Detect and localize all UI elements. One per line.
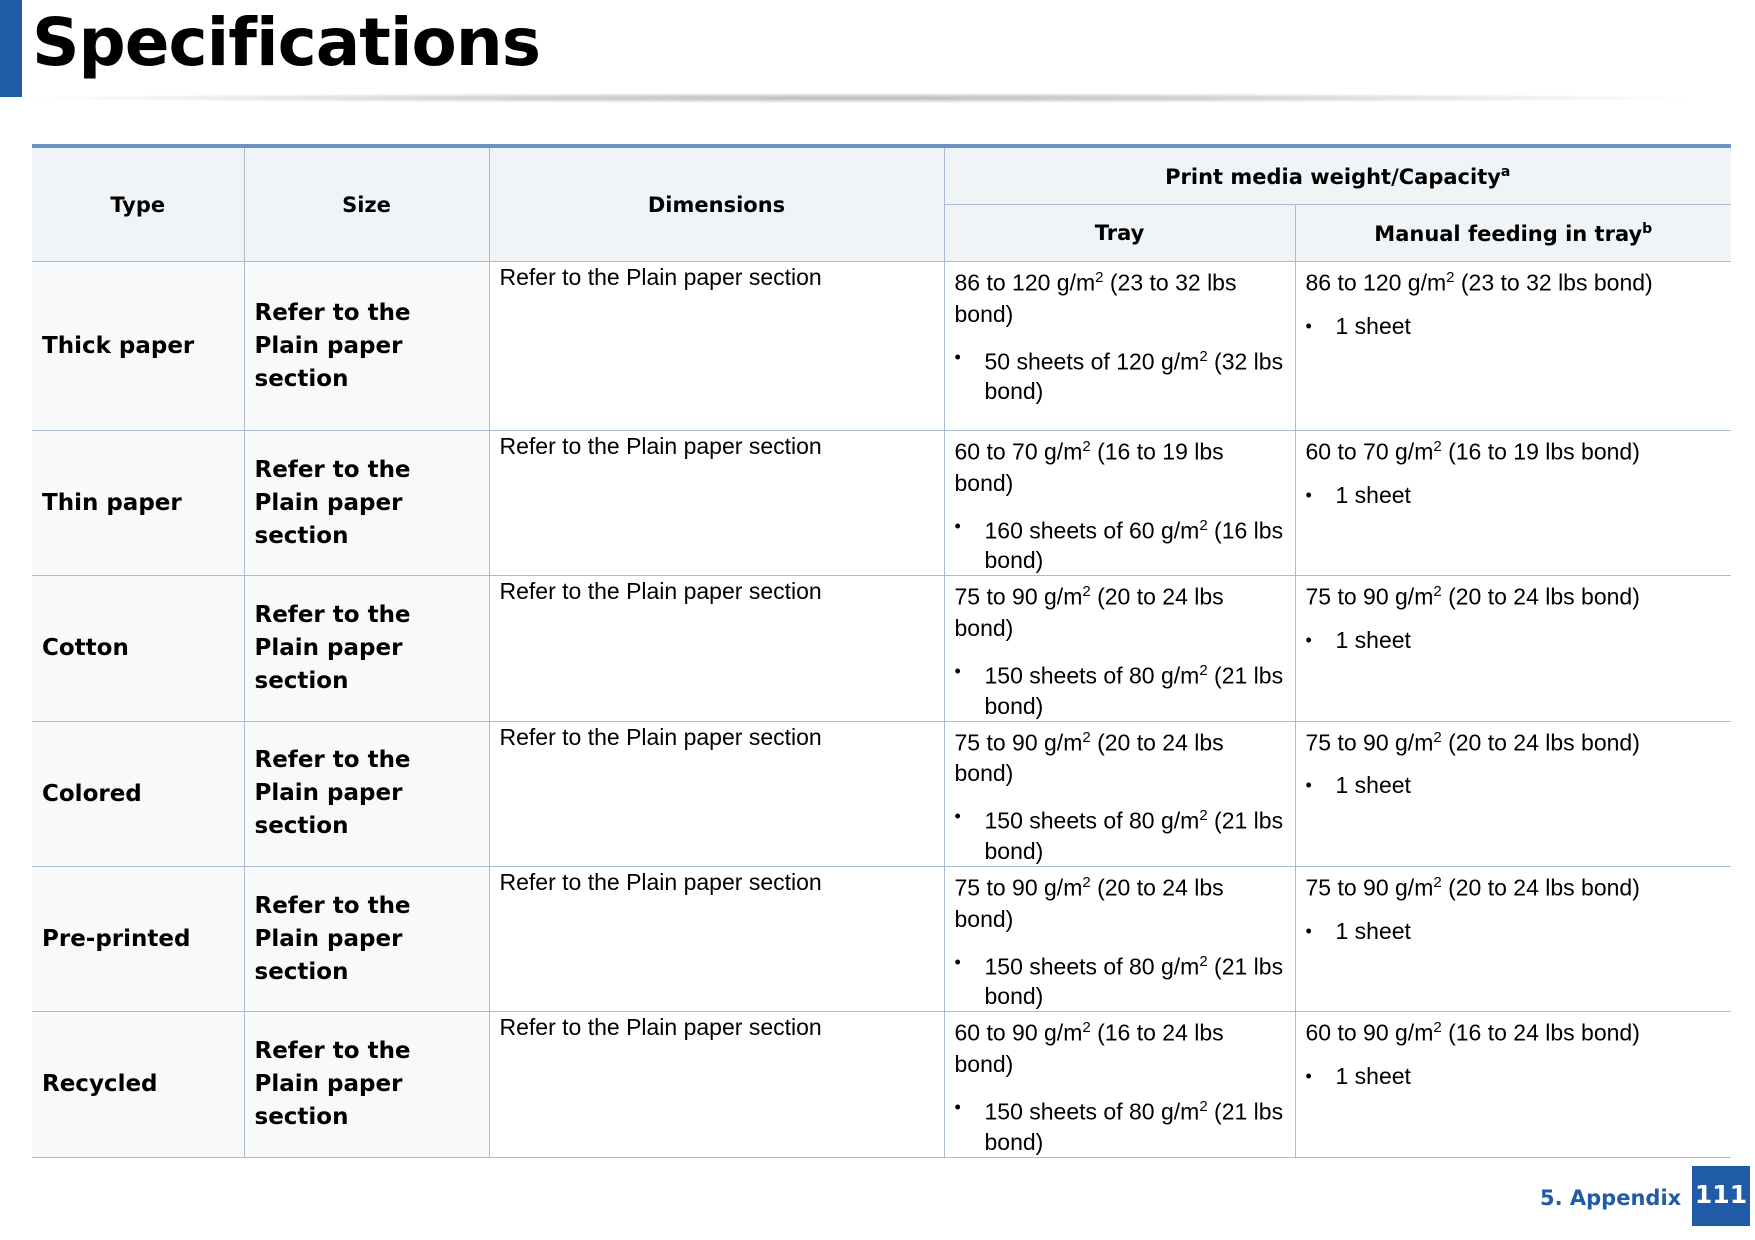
tray-capacity-value: 150 sheets of 80 g/m xyxy=(984,662,1200,689)
superscript-2: 2 xyxy=(1199,1097,1208,1115)
tray-weight-bond: (16 to 19 lbs bond) xyxy=(954,438,1224,496)
header-manual-label: Manual feeding in tray xyxy=(1374,221,1643,246)
manual-feeding-cell xyxy=(1295,576,1731,721)
dimensions-cell: Refer to the Plain paper section xyxy=(489,576,944,721)
manual-weight-bond: (23 to 32 lbs bond) xyxy=(1454,269,1653,296)
tray-weight-bond: (16 to 24 lbs bond) xyxy=(954,1019,1224,1077)
header-dimensions: Dimensions xyxy=(489,146,944,262)
title-divider xyxy=(32,93,1687,103)
header-manual-feeding xyxy=(1295,205,1731,262)
tray-weight-value: 86 to 120 g/m xyxy=(954,269,1096,296)
manual-weight xyxy=(1306,1012,1722,1049)
manual-feeding-cell xyxy=(1295,721,1731,866)
superscript-2: 2 xyxy=(1433,873,1442,891)
footnote-b: b xyxy=(1642,220,1653,237)
tray-weight-bond: (23 to 32 lbs bond) xyxy=(954,269,1237,327)
footnote-a: a xyxy=(1500,163,1511,180)
manual-capacity: • 1 sheet xyxy=(1306,480,1722,510)
table-header-row xyxy=(32,146,1731,205)
tray-weight-value: 75 to 90 g/m xyxy=(954,583,1083,610)
tray-capacity-bond: (21 lbs bond) xyxy=(984,953,1284,1010)
type-cell: Thin paper xyxy=(32,431,244,576)
dimensions-cell: Refer to the Plain paper section xyxy=(489,721,944,866)
manual-weight xyxy=(1306,262,1722,299)
superscript-2: 2 xyxy=(1082,583,1091,601)
tray-weight xyxy=(955,576,1285,644)
manual-weight-bond: (20 to 24 lbs bond) xyxy=(1441,729,1640,756)
manual-weight-value: 75 to 90 g/m xyxy=(1305,729,1434,756)
manual-feeding-cell xyxy=(1295,866,1731,1011)
superscript-2: 2 xyxy=(1433,728,1442,746)
header-size: Size xyxy=(244,146,489,262)
manual-weight-bond: (16 to 24 lbs bond) xyxy=(1441,1019,1640,1046)
size-cell: Refer to the Plain paper section xyxy=(244,262,489,431)
table-row xyxy=(32,431,1731,576)
manual-weight-value: 60 to 90 g/m xyxy=(1305,1019,1434,1046)
manual-capacity: • 1 sheet xyxy=(1306,916,1722,946)
manual-weight xyxy=(1306,576,1722,613)
title-accent-bar xyxy=(0,0,22,97)
type-cell: Cotton xyxy=(32,576,244,721)
manual-weight xyxy=(1306,431,1722,468)
manual-capacity: • 1 sheet xyxy=(1306,625,1722,655)
manual-capacity: • 1 sheet xyxy=(1306,1061,1722,1091)
manual-weight xyxy=(1306,867,1722,904)
page-title: Specifications xyxy=(32,4,541,81)
tray-capacity-value: 150 sheets of 80 g/m xyxy=(984,953,1200,980)
type-cell: Recycled xyxy=(32,1012,244,1157)
manual-capacity: • 1 sheet xyxy=(1306,311,1722,341)
size-cell: Refer to the Plain paper section xyxy=(244,431,489,576)
size-cell: Refer to the Plain paper section xyxy=(244,576,489,721)
tray-capacity xyxy=(955,1092,1285,1157)
superscript-2: 2 xyxy=(1199,516,1208,534)
manual-weight-value: 60 to 70 g/m xyxy=(1305,438,1434,465)
tray-capacity-bond: (21 lbs bond) xyxy=(984,807,1284,864)
table-row xyxy=(32,262,1731,431)
tray-capacity-bond: (21 lbs bond) xyxy=(984,1098,1284,1155)
dimensions-cell: Refer to the Plain paper section xyxy=(489,262,944,431)
tray-cell xyxy=(944,576,1295,721)
superscript-2: 2 xyxy=(1082,873,1091,891)
tray-weight-bond: (20 to 24 lbs bond) xyxy=(954,729,1224,787)
tray-weight-value: 75 to 90 g/m xyxy=(954,729,1083,756)
dimensions-cell: Refer to the Plain paper section xyxy=(489,866,944,1011)
manual-weight-bond: (20 to 24 lbs bond) xyxy=(1441,583,1640,610)
tray-capacity-bond: (32 lbs bond) xyxy=(984,348,1284,405)
tray-capacity xyxy=(955,342,1285,407)
tray-capacity xyxy=(955,656,1285,721)
manual-feeding-cell xyxy=(1295,1012,1731,1157)
superscript-2: 2 xyxy=(1433,438,1442,455)
tray-weight xyxy=(955,867,1285,935)
tray-capacity-value: 150 sheets of 80 g/m xyxy=(984,1098,1200,1125)
manual-weight-value: 75 to 90 g/m xyxy=(1305,583,1434,610)
tray-capacity xyxy=(955,511,1285,576)
table-row xyxy=(32,1012,1731,1157)
tray-capacity-value: 150 sheets of 80 g/m xyxy=(984,807,1200,834)
tray-weight-value: 75 to 90 g/m xyxy=(954,874,1083,901)
size-cell: Refer to the Plain paper section xyxy=(244,721,489,866)
manual-weight xyxy=(1306,722,1722,759)
superscript-2: 2 xyxy=(1199,807,1208,825)
table-row xyxy=(32,866,1731,1011)
type-cell: Pre-printed xyxy=(32,866,244,1011)
dimensions-cell: Refer to the Plain paper section xyxy=(489,431,944,576)
tray-weight xyxy=(955,722,1285,790)
tray-capacity xyxy=(955,801,1285,866)
superscript-2: 2 xyxy=(1082,728,1091,746)
table-row xyxy=(32,721,1731,866)
superscript-2: 2 xyxy=(1082,438,1091,455)
header-type: Type xyxy=(32,146,244,262)
manual-weight-value: 75 to 90 g/m xyxy=(1305,874,1434,901)
tray-weight-value: 60 to 90 g/m xyxy=(954,1019,1083,1046)
tray-capacity-bond: (16 lbs bond) xyxy=(984,517,1284,574)
header-weight-label: Print media weight/Capacity xyxy=(1165,164,1501,189)
superscript-2: 2 xyxy=(1446,269,1455,286)
tray-cell xyxy=(944,1012,1295,1157)
tray-cell xyxy=(944,431,1295,576)
table-row xyxy=(32,576,1731,721)
type-cell: Colored xyxy=(32,721,244,866)
page-number: 111 xyxy=(1692,1166,1750,1226)
tray-weight xyxy=(955,1012,1285,1080)
superscript-2: 2 xyxy=(1433,583,1442,601)
manual-feeding-cell xyxy=(1295,431,1731,576)
manual-capacity: • 1 sheet xyxy=(1306,770,1722,800)
header-tray: Tray xyxy=(944,205,1295,262)
specifications-table xyxy=(32,144,1731,1158)
header-weight-capacity xyxy=(944,146,1731,205)
tray-cell xyxy=(944,262,1295,431)
superscript-2: 2 xyxy=(1199,661,1208,679)
superscript-2: 2 xyxy=(1082,1019,1091,1037)
size-cell: Refer to the Plain paper section xyxy=(244,866,489,1011)
size-cell: Refer to the Plain paper section xyxy=(244,1012,489,1157)
tray-cell xyxy=(944,721,1295,866)
superscript-2: 2 xyxy=(1199,952,1208,970)
tray-capacity-bond: (21 lbs bond) xyxy=(984,662,1284,719)
type-cell: Thick paper xyxy=(32,262,244,431)
tray-weight xyxy=(955,262,1285,330)
superscript-2: 2 xyxy=(1433,1019,1442,1037)
tray-weight xyxy=(955,431,1285,499)
manual-weight-bond: (16 to 19 lbs bond) xyxy=(1441,438,1640,465)
superscript-2: 2 xyxy=(1199,347,1208,365)
tray-capacity xyxy=(955,947,1285,1012)
manual-weight-value: 86 to 120 g/m xyxy=(1305,269,1447,296)
superscript-2: 2 xyxy=(1095,269,1104,286)
tray-weight-bond: (20 to 24 lbs bond) xyxy=(954,874,1224,932)
dimensions-cell: Refer to the Plain paper section xyxy=(489,1012,944,1157)
tray-capacity-value: 50 sheets of 120 g/m xyxy=(984,348,1200,375)
tray-capacity-value: 160 sheets of 60 g/m xyxy=(984,517,1200,544)
manual-weight-bond: (20 to 24 lbs bond) xyxy=(1441,874,1640,901)
tray-weight-value: 60 to 70 g/m xyxy=(954,438,1083,465)
footer-section-label: 5. Appendix xyxy=(1540,1186,1682,1210)
manual-feeding-cell xyxy=(1295,262,1731,431)
tray-cell xyxy=(944,866,1295,1011)
tray-weight-bond: (20 to 24 lbs bond) xyxy=(954,583,1224,641)
